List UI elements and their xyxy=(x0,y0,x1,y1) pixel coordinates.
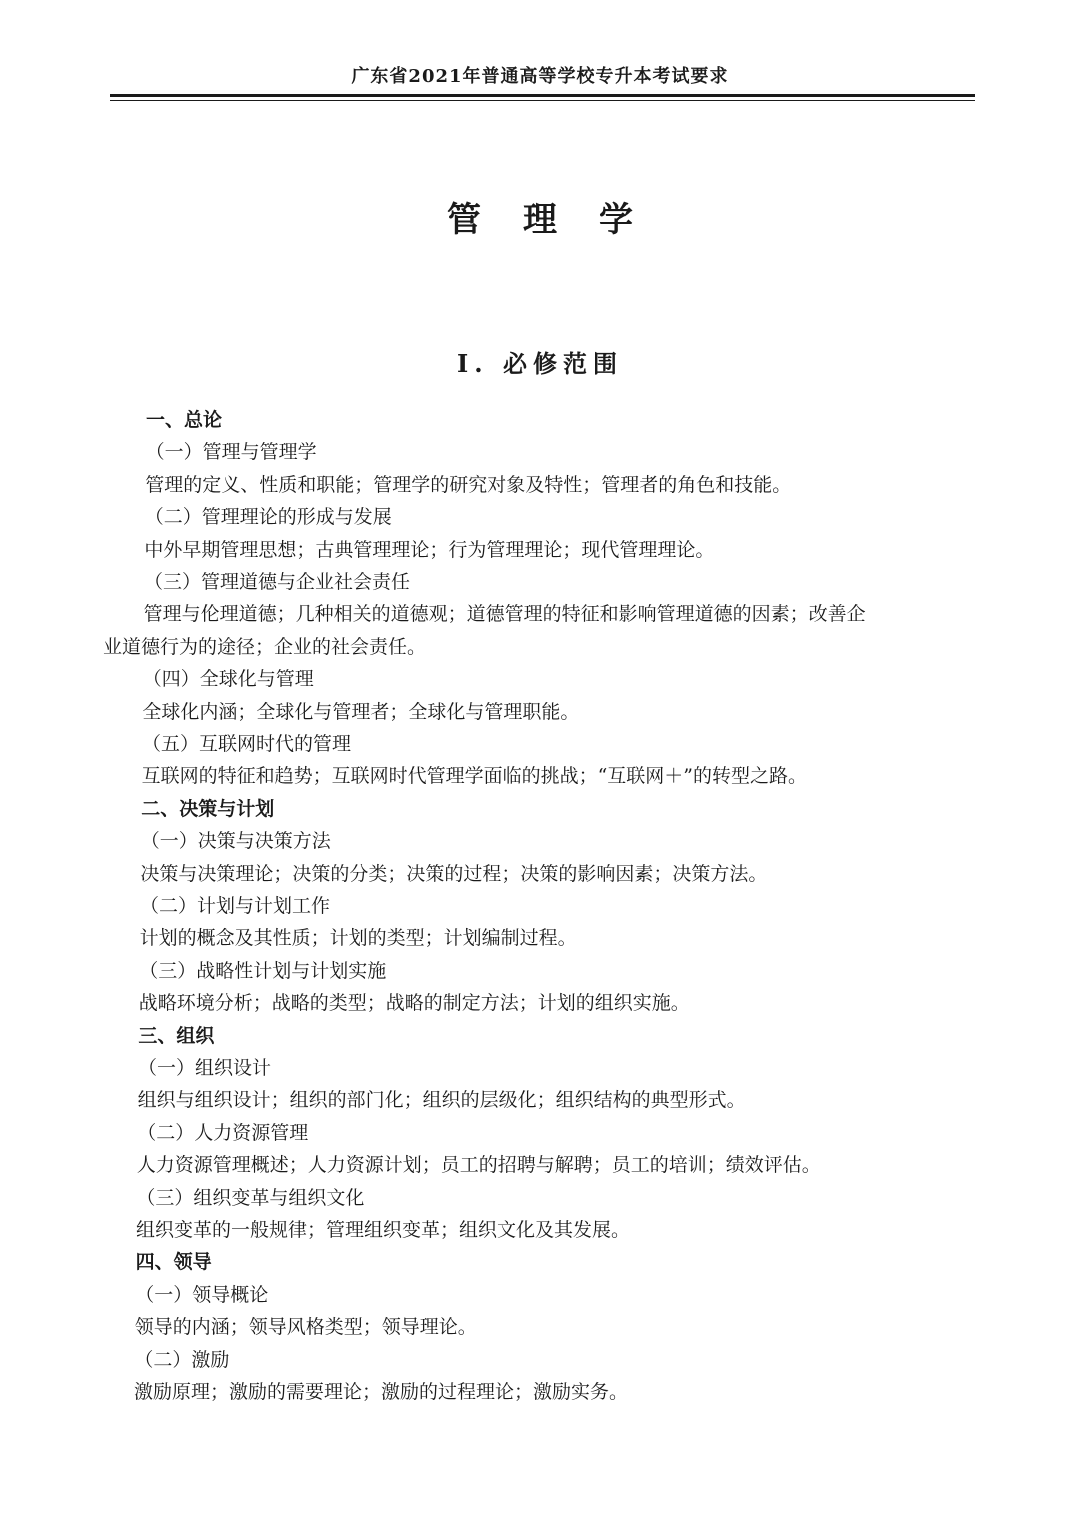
body-line: 人力资源管理概述；人力资源计划；员工的招聘与解聘；员工的培训；绩效评估。 xyxy=(136,1154,821,1177)
subsection-heading: （二）管理理论的形成与发展 xyxy=(144,506,392,529)
subsection-heading: （五）互联网时代的管理 xyxy=(142,733,352,755)
chapter-heading: 二、决策与计划 xyxy=(141,797,275,820)
subsection-heading: （一）决策与决策方法 xyxy=(140,830,331,853)
header-rule-thick xyxy=(110,94,975,97)
subsection-heading: （四）全球化与管理 xyxy=(142,668,314,691)
body-line: 组织变革的一般规律；管理组织变革；组织文化及其发展。 xyxy=(136,1219,631,1241)
subsection-heading: （三）管理道德与企业社会责任 xyxy=(144,571,411,593)
subsection-heading: （三）组织变革与组织文化 xyxy=(136,1186,365,1209)
page-header-title: 广东省2021年普通高等学校专升本考试要求 xyxy=(351,66,729,87)
body-line: 全球化内涵；全球化与管理者；全球化与管理职能。 xyxy=(142,700,580,723)
subsection-heading: （二）人力资源管理 xyxy=(137,1121,309,1144)
body-line: 管理的定义、性质和职能；管理学的研究对象及特性；管理者的角色和技能。 xyxy=(145,473,792,496)
chapter-heading: 一、总论 xyxy=(146,409,223,431)
body-line: 组织与组织设计；组织的部门化；组织的层级化；组织结构的典型形式。 xyxy=(137,1089,746,1112)
body-line: 中外早期管理思想；古典管理理论；行为管理理论；现代管理理论。 xyxy=(144,538,715,561)
chapter-heading: 三、组织 xyxy=(138,1024,215,1047)
body-line: 业道德行为的途径；企业的社会责任。 xyxy=(103,635,427,658)
section-title: Ⅰ. 必修范围 xyxy=(457,349,623,378)
body-line: 战略环境分析；战略的类型；战略的制定方法；计划的组织实施。 xyxy=(138,992,690,1015)
subsection-heading: （一）组织设计 xyxy=(138,1057,272,1079)
body-line: 计划的概念及其性质；计划的类型；计划编制过程。 xyxy=(139,927,577,950)
subsection-heading: （二）激励 xyxy=(134,1348,230,1371)
subsection-heading: （二）计划与计划工作 xyxy=(140,895,331,917)
body-line: 领导的内涵；领导风格类型；领导理论。 xyxy=(134,1316,477,1339)
body-line: 互联网的特征和趋势；互联网时代管理学面临的挑战；“互联网＋”的转型之路。 xyxy=(141,765,808,788)
header-rule-thin xyxy=(110,100,975,101)
chapter-heading: 四、领导 xyxy=(135,1251,212,1274)
subsection-heading: （一）领导概论 xyxy=(135,1283,269,1306)
body-line: 管理与伦理道德；几种相关的道德观；道德管理的特征和影响管理道德的因素；改善企 xyxy=(143,603,866,626)
body-line: 激励原理；激励的需要理论；激励的过程理论；激励实务。 xyxy=(134,1381,629,1403)
subsection-heading: （三）战略性计划与计划实施 xyxy=(139,959,387,982)
subject-title: 管理学 xyxy=(447,200,675,240)
body-line: 决策与决策理论；决策的分类；决策的过程；决策的影响因素；决策方法。 xyxy=(140,862,768,885)
subsection-heading: （一）管理与管理学 xyxy=(145,441,317,464)
